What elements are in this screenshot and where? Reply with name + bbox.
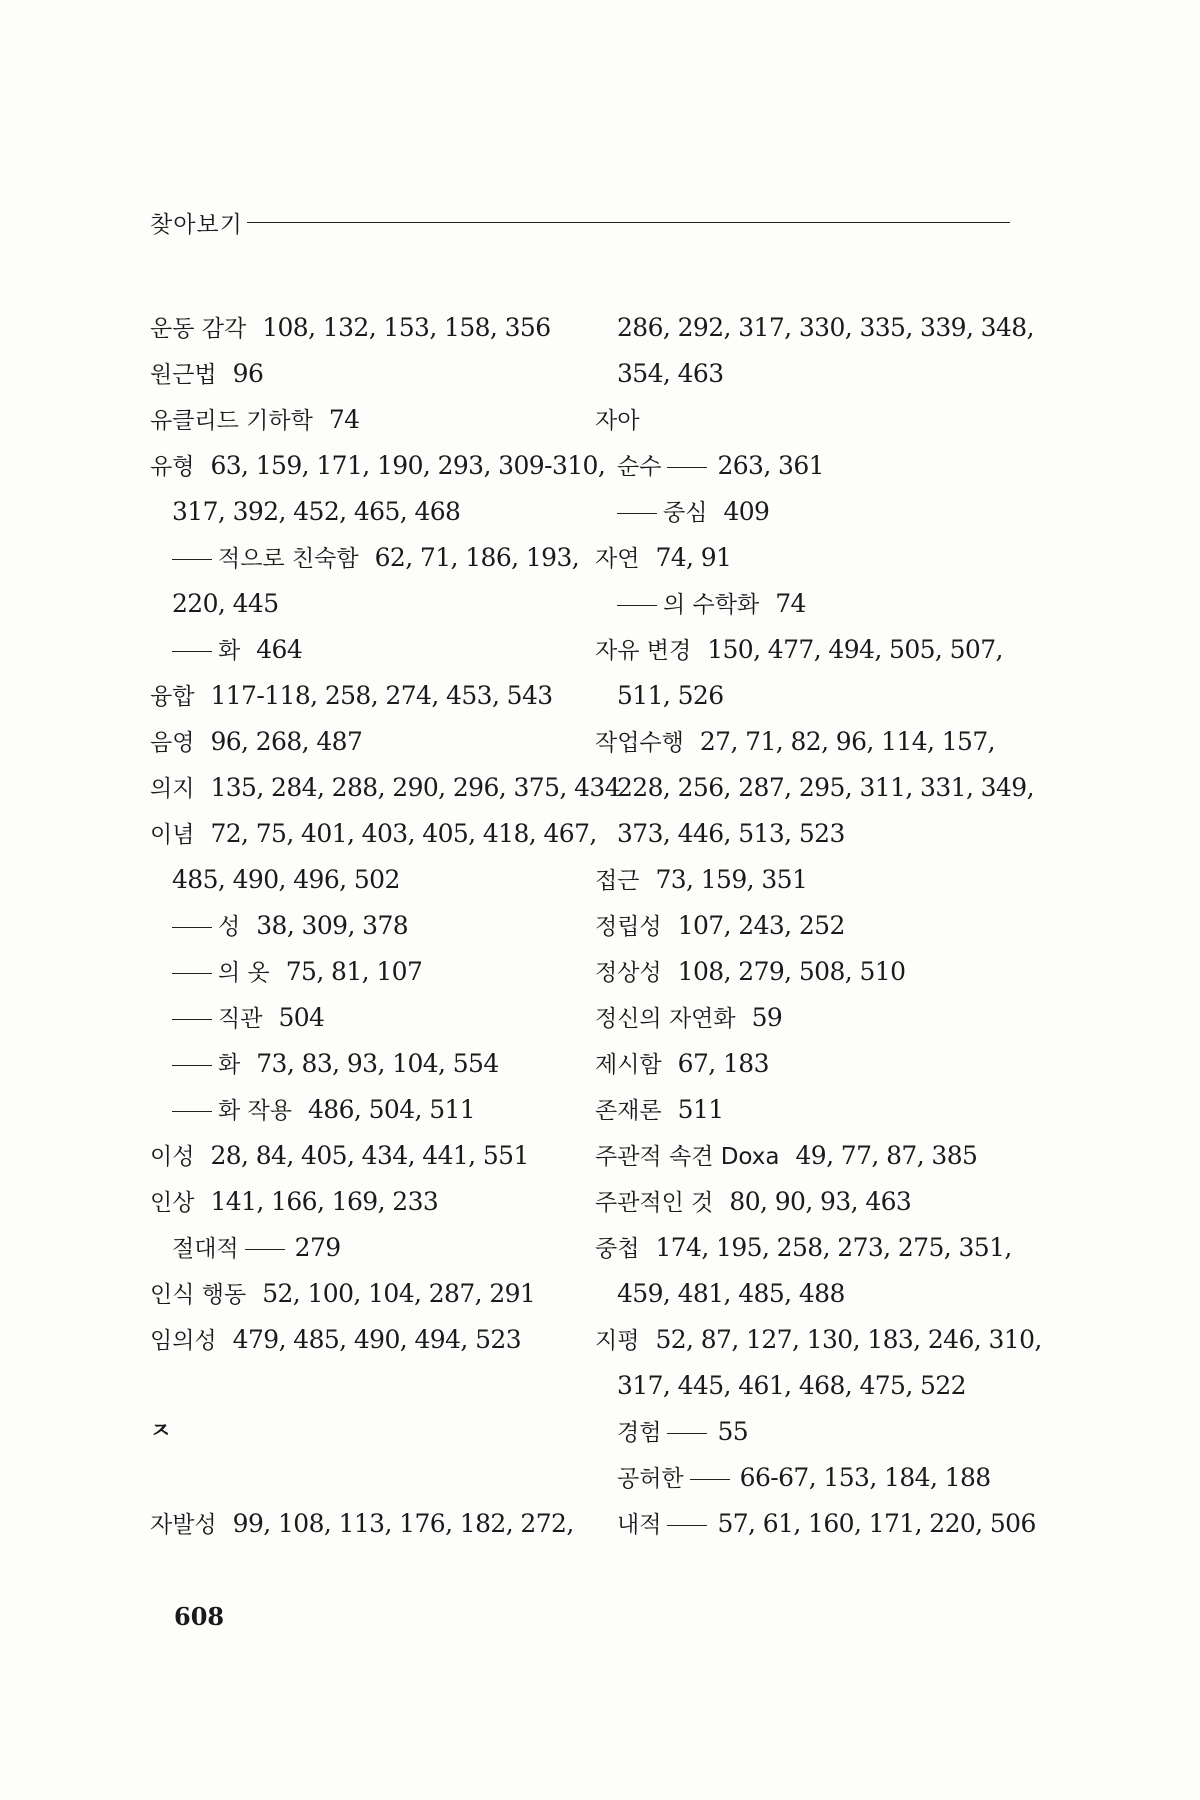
em-dash-rule	[172, 559, 212, 560]
subentry-term: 화	[218, 1052, 241, 1078]
entry-pages: 317, 392, 452, 465, 468	[172, 497, 461, 526]
entry-term: 원근법	[150, 362, 217, 388]
entry-pages: 52, 100, 104, 287, 291	[262, 1279, 536, 1308]
entry-term: 유형	[150, 454, 195, 480]
entry-pages: 228, 256, 287, 295, 311, 331, 349,	[617, 773, 1034, 802]
entry-continuation	[595, 1271, 1025, 1317]
entry-continuation	[150, 581, 570, 627]
subentry-term: 공허한	[617, 1466, 684, 1492]
entry-term: 임의성	[150, 1328, 217, 1354]
entry-term: 의지	[150, 776, 195, 802]
index-entry	[150, 351, 570, 397]
page-number: 608	[174, 1602, 225, 1631]
subentry-pages: 62, 71, 186, 193,	[374, 543, 580, 572]
subentry-term: 적으로 친숙함	[218, 546, 359, 572]
index-subentry	[150, 903, 570, 949]
entry-term: 융합	[150, 684, 195, 710]
index-entry	[595, 903, 1025, 949]
entry-pages: 73, 159, 351	[655, 865, 808, 894]
entry-pages: 135, 284, 288, 290, 296, 375, 434	[210, 773, 621, 802]
entry-pages: 108, 132, 153, 158, 356	[262, 313, 551, 342]
subentry-pages: 464	[256, 635, 303, 664]
index-entry	[150, 305, 570, 351]
entry-pages: 49, 77, 87, 385	[795, 1141, 978, 1170]
section-gap	[150, 1363, 570, 1409]
em-dash-rule	[667, 1433, 707, 1434]
index-column-right	[595, 305, 1042, 1547]
entry-pages: 96, 268, 487	[210, 727, 363, 756]
entry-term: 정립성	[595, 914, 662, 940]
em-dash-rule	[172, 973, 212, 974]
index-entry	[595, 1317, 1042, 1363]
entry-pages: 354, 463	[617, 359, 724, 388]
entry-pages: 96	[232, 359, 264, 388]
em-dash-rule	[667, 467, 707, 468]
entry-term: 작업수행	[595, 730, 684, 756]
entry-pages: 511, 526	[617, 681, 724, 710]
index-entry	[150, 1501, 574, 1547]
em-dash-rule	[690, 1479, 730, 1480]
subentry-pages: 57, 61, 160, 171, 220, 506	[717, 1509, 1036, 1538]
entry-term: 접근	[595, 868, 640, 894]
index-entry	[150, 1179, 570, 1225]
index-entry	[150, 765, 621, 811]
entry-continuation	[595, 673, 1025, 719]
em-dash-rule	[245, 1249, 285, 1250]
entry-term: 정상성	[595, 960, 662, 986]
index-entry	[150, 719, 570, 765]
entry-pages: 107, 243, 252	[677, 911, 845, 940]
em-dash-rule	[172, 1065, 212, 1066]
index-subentry	[595, 443, 1025, 489]
entry-term: 유클리드 기하학	[150, 408, 313, 434]
section-gap	[150, 1455, 570, 1501]
subentry-pages: 38, 309, 378	[256, 911, 409, 940]
em-dash-rule	[172, 1111, 212, 1112]
index-subentry	[150, 995, 570, 1041]
entry-pages: 373, 446, 513, 523	[617, 819, 845, 848]
entry-pages: 72, 75, 401, 403, 405, 418, 467,	[210, 819, 597, 848]
subentry-pages: 486, 504, 511	[307, 1095, 476, 1124]
entry-continuation	[595, 305, 1034, 351]
index-entry	[150, 811, 597, 857]
subentry-pages: 279	[294, 1233, 341, 1262]
subentry-term: 성	[218, 914, 241, 940]
entry-term: 이념	[150, 822, 195, 848]
entry-pages: 459, 481, 485, 488	[617, 1279, 845, 1308]
entry-pages: 59	[751, 1003, 783, 1032]
em-dash-rule	[667, 1525, 707, 1526]
subentry-term: 화	[218, 638, 241, 664]
index-subentry	[150, 535, 580, 581]
entry-continuation	[595, 811, 1025, 857]
em-dash-rule	[172, 927, 212, 928]
subentry-term: 의 수학화	[663, 592, 760, 618]
subentry-pages: 55	[717, 1417, 749, 1446]
entry-pages: 117-118, 258, 274, 453, 543	[210, 681, 553, 710]
index-entry	[150, 397, 570, 443]
entry-pages: 63, 159, 171, 190, 293, 309-310,	[210, 451, 606, 480]
entry-continuation	[150, 857, 570, 903]
entry-pages: 479, 485, 490, 494, 523	[232, 1325, 522, 1354]
index-entry	[595, 719, 1025, 765]
entry-term: 중첩	[595, 1236, 640, 1262]
em-dash-rule	[617, 513, 657, 514]
index-entry	[595, 1179, 1025, 1225]
entry-term: 존재론	[595, 1098, 662, 1124]
entry-pages: 27, 71, 82, 96, 114, 157,	[699, 727, 995, 756]
entry-term: 지평	[595, 1328, 640, 1354]
entry-pages: 141, 166, 169, 233	[210, 1187, 439, 1216]
index-subentry	[595, 489, 1025, 535]
index-entry	[150, 1317, 570, 1363]
entry-pages: 286, 292, 317, 330, 335, 339, 348,	[617, 313, 1034, 342]
entry-term: 자연	[595, 546, 640, 572]
index-entry	[595, 627, 1025, 673]
index-entry	[595, 949, 1025, 995]
index-subentry	[150, 1225, 570, 1271]
entry-pages: 317, 445, 461, 468, 475, 522	[617, 1371, 966, 1400]
entry-term: 주관적 속견 Doxa	[595, 1144, 780, 1170]
subentry-pages: 73, 83, 93, 104, 554	[256, 1049, 499, 1078]
section-letter: ㅈ	[150, 1419, 171, 1444]
entry-term: 자발성	[150, 1512, 217, 1538]
subentry-pages: 504	[278, 1003, 325, 1032]
entry-pages: 108, 279, 508, 510	[677, 957, 906, 986]
subentry-pages: 66-67, 153, 184, 188	[739, 1463, 991, 1492]
entry-term: 제시함	[595, 1052, 662, 1078]
subentry-term: 순수	[617, 454, 662, 480]
subentry-term: 직관	[218, 1006, 263, 1032]
entry-term: 인상	[150, 1190, 195, 1216]
index-entry	[595, 1225, 1025, 1271]
subentry-term: 경험	[617, 1420, 662, 1446]
index-entry	[595, 535, 1025, 581]
em-dash-rule	[172, 651, 212, 652]
entry-pages: 28, 84, 405, 434, 441, 551	[210, 1141, 529, 1170]
index-entry	[150, 1133, 570, 1179]
entry-pages: 80, 90, 93, 463	[729, 1187, 912, 1216]
entry-continuation	[595, 1363, 1025, 1409]
entry-term: 정신의 자연화	[595, 1006, 736, 1032]
entry-term: 주관적인 것	[595, 1190, 714, 1216]
index-entry	[595, 1087, 1025, 1133]
em-dash-rule	[617, 605, 657, 606]
subentry-term: 중심	[663, 500, 708, 526]
em-dash-rule	[172, 1019, 212, 1020]
index-subentry	[595, 1455, 1025, 1501]
subentry-pages: 75, 81, 107	[285, 957, 423, 986]
subentry-term: 절대적	[172, 1236, 239, 1262]
entry-pages: 220, 445	[172, 589, 279, 618]
header-title: 찾아보기	[150, 211, 243, 238]
index-subentry	[595, 581, 1025, 627]
entry-term: 운동 감각	[150, 316, 247, 342]
subentry-pages: 409	[723, 497, 770, 526]
index-subentry	[150, 627, 570, 673]
index-entry	[150, 673, 570, 719]
entry-pages: 511	[677, 1095, 724, 1124]
subentry-pages: 263, 361	[717, 451, 824, 480]
subentry-term: 화 작용	[218, 1098, 292, 1124]
entry-continuation	[595, 765, 1034, 811]
entry-pages: 99, 108, 113, 176, 182, 272,	[232, 1509, 574, 1538]
header-rule	[247, 222, 1010, 223]
subentry-term: 내적	[617, 1512, 662, 1538]
entry-term: 자유 변경	[595, 638, 692, 664]
entry-pages: 74, 91	[655, 543, 732, 572]
entry-pages: 174, 195, 258, 273, 275, 351,	[655, 1233, 1012, 1262]
entry-pages: 150, 477, 494, 505, 507,	[707, 635, 1003, 664]
running-header	[150, 205, 1010, 239]
index-subentry	[150, 1041, 570, 1087]
entry-term: 음영	[150, 730, 195, 756]
entry-continuation	[595, 351, 1025, 397]
entry-pages: 67, 183	[677, 1049, 769, 1078]
index-entry	[150, 443, 606, 489]
subentry-term: 의 옷	[218, 960, 270, 986]
entry-term: 자아	[595, 408, 640, 434]
index-subentry	[595, 1409, 1025, 1455]
index-entry	[595, 1133, 1025, 1179]
entry-term: 이성	[150, 1144, 195, 1170]
index-subentry	[150, 1087, 570, 1133]
entry-pages: 74	[328, 405, 360, 434]
entry-pages: 485, 490, 496, 502	[172, 865, 400, 894]
index-subentry	[150, 949, 570, 995]
entry-continuation	[150, 489, 570, 535]
entry-term: 인식 행동	[150, 1282, 247, 1308]
index-subentry	[595, 1501, 1036, 1547]
index-entry	[595, 995, 1025, 1041]
index-entry	[595, 1041, 1025, 1087]
index-entry	[595, 397, 1025, 443]
entry-pages: 52, 87, 127, 130, 183, 246, 310,	[655, 1325, 1042, 1354]
index-entry	[150, 1271, 570, 1317]
subentry-pages: 74	[775, 589, 806, 618]
index-entry	[595, 857, 1025, 903]
